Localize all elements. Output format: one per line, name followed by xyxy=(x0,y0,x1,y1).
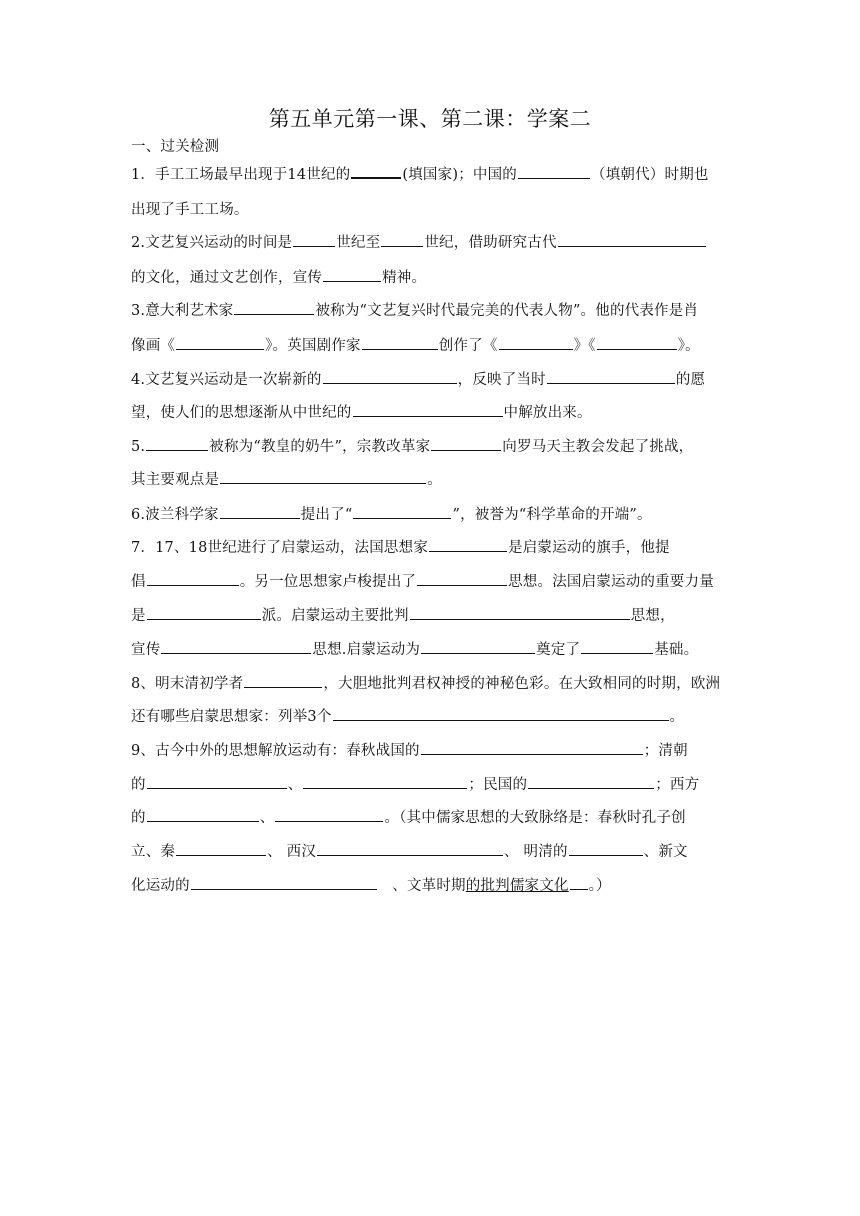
answer-blank[interactable] xyxy=(323,269,381,282)
answer-blank[interactable] xyxy=(147,809,259,822)
section-heading: 一、过关检测 xyxy=(131,139,220,155)
answer-blank[interactable] xyxy=(597,337,677,350)
answer-blank[interactable] xyxy=(351,165,401,179)
answer-blank[interactable] xyxy=(176,843,266,856)
answer-blank[interactable] xyxy=(410,607,630,620)
answer-blank[interactable] xyxy=(569,843,643,856)
answer-blank[interactable] xyxy=(421,742,643,755)
answer-blank[interactable] xyxy=(244,675,322,688)
answer-blank[interactable] xyxy=(381,234,423,247)
answer-blank[interactable] xyxy=(220,471,426,484)
question-9-line-5: 化运动的 、文革时期的批判儒家文化 。） xyxy=(131,878,611,894)
question-9-line-3: 的 、 。（其中儒家思想的大致脉络是：春秋时孔子创 xyxy=(131,810,686,826)
question-3-line-2: 像画《 》。英国剧作家 创作了《 》《 》。 xyxy=(131,338,700,354)
answer-blank[interactable] xyxy=(417,573,507,586)
answer-blank[interactable] xyxy=(275,809,383,822)
answer-blank[interactable] xyxy=(353,506,451,519)
question-9-line-2: 的 、 ；民国的 ；西方 xyxy=(131,777,700,793)
answer-blank[interactable] xyxy=(147,573,239,586)
answer-blank[interactable] xyxy=(431,438,501,451)
answer-blank[interactable] xyxy=(293,234,335,247)
answer-blank[interactable] xyxy=(220,506,300,519)
answer-blank[interactable] xyxy=(323,371,457,384)
answer-blank[interactable] xyxy=(147,776,287,789)
answer-blank[interactable] xyxy=(421,641,535,654)
question-8-line-2: 还有哪些启蒙思想家：列举3个 。 xyxy=(131,709,685,725)
question-4-line-2: 望，使人们的思想逐渐从中世纪的 中解放出来。 xyxy=(131,405,592,421)
question-8-line-1: 8、明末清初学者 ，大胆地批判君权神授的神秘色彩。在大致相同的时期，欧洲 xyxy=(131,676,721,692)
answer-blank[interactable] xyxy=(317,843,503,856)
question-7-line-4: 宣传 思想.启蒙运动为 奠定了 基础。 xyxy=(131,642,699,658)
answer-blank[interactable] xyxy=(234,302,314,315)
question-3-line-1: 3.意大利艺术家 被称为“文艺复兴时代最完美的代表人物”。他的代表作是肖 xyxy=(131,303,699,319)
answer-blank[interactable] xyxy=(581,641,653,654)
question-9-line-1: 9、古今中外的思想解放运动有：春秋战国的 ；清朝 xyxy=(131,743,688,759)
answer-blank[interactable] xyxy=(147,607,261,620)
answer-blank[interactable] xyxy=(161,641,311,654)
answer-blank[interactable] xyxy=(333,708,669,721)
question-9-line-4: 立、秦 、 西汉 、 明清的 、新文 xyxy=(131,844,688,860)
answer-blank[interactable] xyxy=(518,166,590,179)
answer-blank[interactable] xyxy=(303,776,467,789)
question-4-line-1: 4.文艺复兴运动是一次崭新的 ，反映了当时 的愿 xyxy=(131,372,706,388)
question-5-line-1: 5. 被称为“教皇的奶牛”，宗教改革家 向罗马天主教会发起了挑战， xyxy=(131,439,694,455)
filled-answer: 的批判儒家文化 xyxy=(465,878,569,894)
answer-blank[interactable] xyxy=(353,404,503,417)
answer-blank[interactable] xyxy=(429,539,507,552)
question-2-line-2: 的文化，通过文艺创作，宣传 精神。 xyxy=(131,270,427,286)
question-6: 6.波兰科学家 提出了“ ”，被誉为“科学革命的开端”。 xyxy=(131,507,652,523)
question-1-line-2: 出现了手工工场。 xyxy=(131,202,249,218)
question-5-line-2: 其主要观点是 。 xyxy=(131,472,442,488)
answer-blank[interactable] xyxy=(570,877,588,890)
answer-blank[interactable] xyxy=(528,776,654,789)
answer-blank[interactable] xyxy=(191,877,377,890)
page-title: 第五单元第一课、第二课：学案二 xyxy=(268,107,592,131)
question-2-line-1: 2.文艺复兴运动的时间是 世纪至 世纪，借助研究古代 xyxy=(131,233,737,253)
answer-blank[interactable] xyxy=(362,337,438,350)
question-7-line-1: 7．17、18世纪进行了启蒙运动，法国思想家 是启蒙运动的旗手，他提 xyxy=(131,540,670,556)
answer-blank[interactable] xyxy=(499,337,573,350)
answer-blank[interactable] xyxy=(146,438,208,451)
question-1-line-1: 1．手工工场最早出现于14世纪的 (填国家)；中国的 （填朝代）时期也 xyxy=(131,167,709,183)
question-7-line-2: 倡 。另一位思想家卢梭提出了 思想。法国启蒙运动的重要力量 xyxy=(131,574,714,590)
answer-blank[interactable] xyxy=(547,371,675,384)
answer-blank[interactable] xyxy=(176,337,264,350)
question-7-line-3: 是 派。启蒙运动主要批判 思想， xyxy=(131,608,675,624)
answer-blank[interactable] xyxy=(558,234,706,247)
